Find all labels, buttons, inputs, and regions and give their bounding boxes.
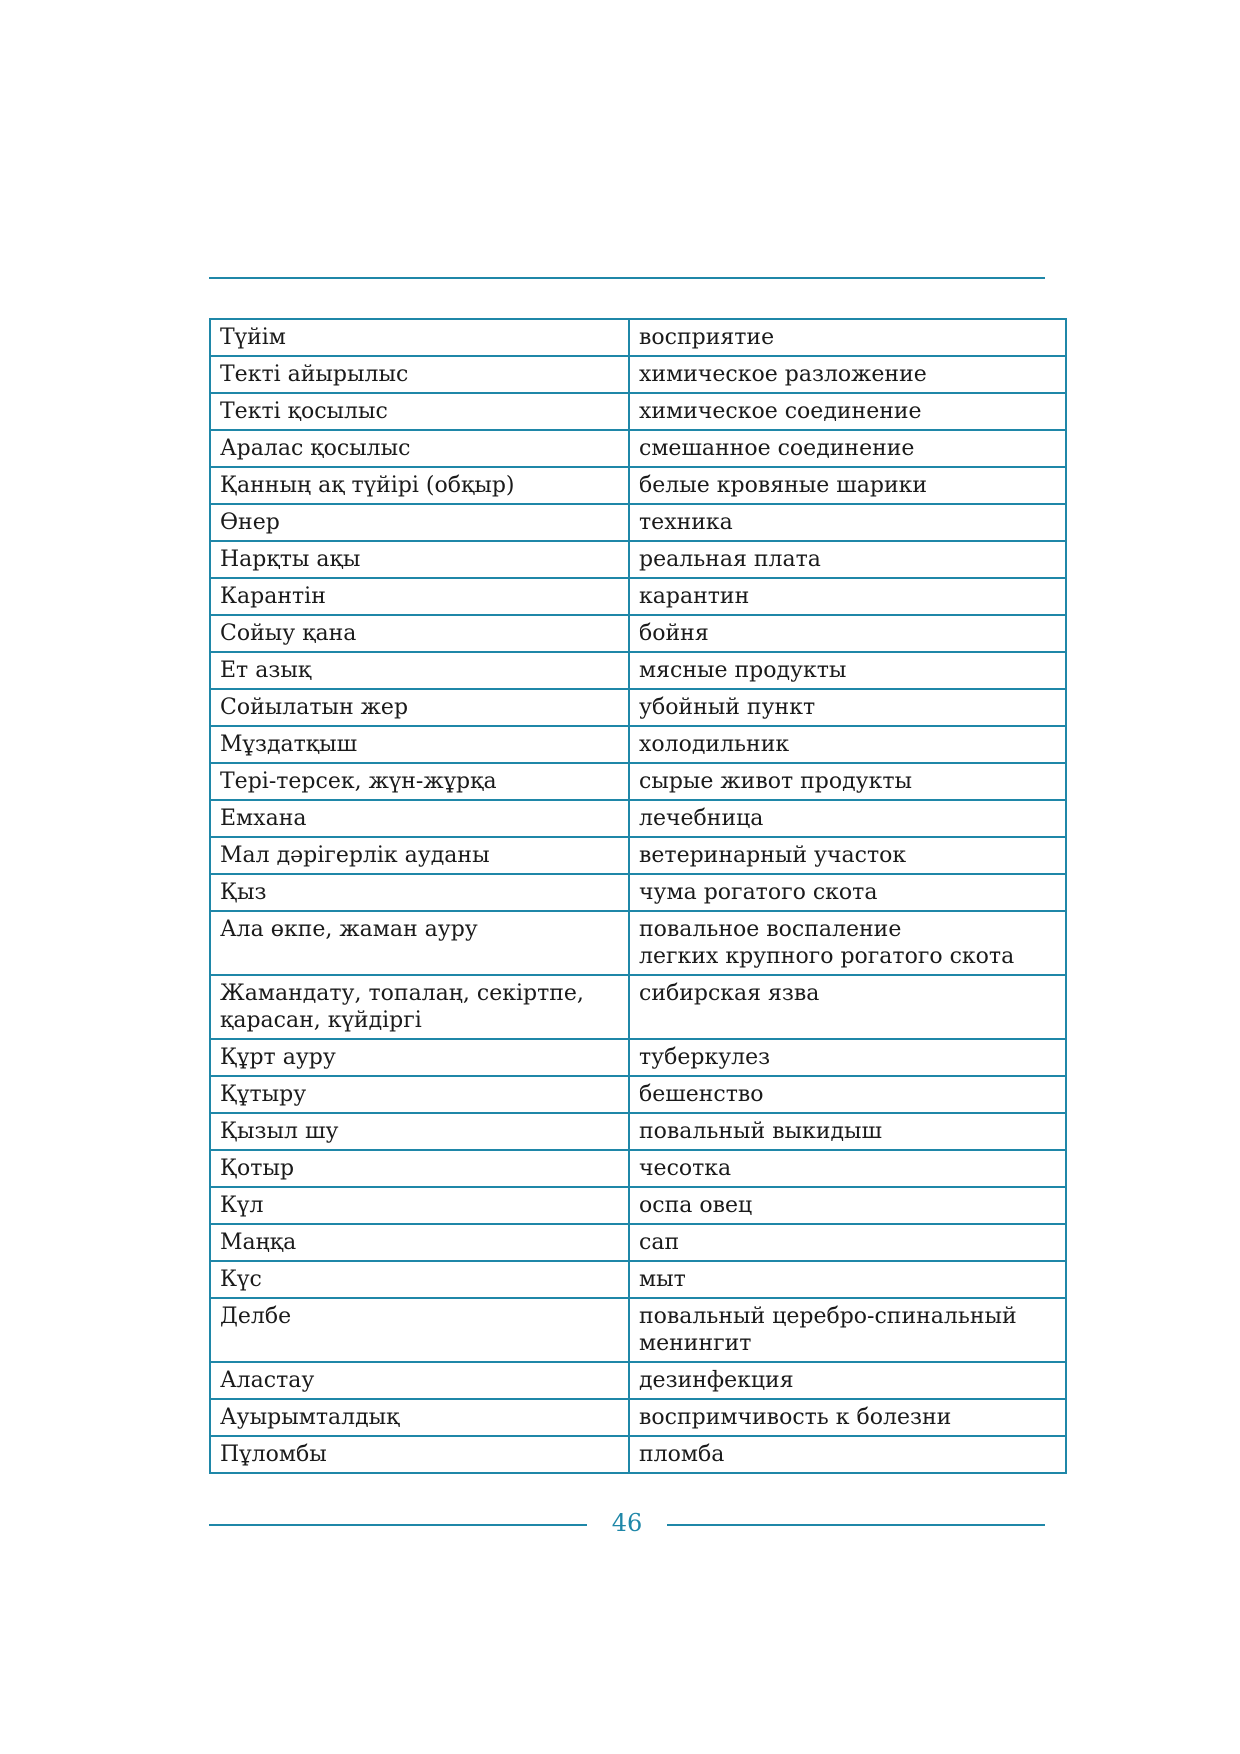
kazakh-term-cell [210,319,629,356]
russian-term: смешанное соединение [639,436,915,461]
table-row [210,393,1066,430]
russian-term-cell [629,1399,1066,1436]
russian-term-cell [629,1362,1066,1399]
russian-term-cell [629,504,1066,541]
russian-term-cell [629,1436,1066,1473]
kazakh-term-cell [210,578,629,615]
kazakh-term-cell [210,1076,629,1113]
russian-term-cell [629,975,1066,1039]
page-number: 46 [611,1509,643,1537]
russian-term: пломба [639,1442,725,1467]
kazakh-term: Өнер [220,510,280,535]
kazakh-term-cell [210,615,629,652]
russian-term: химическое соединение [639,399,922,424]
kazakh-term: Ала өкпе, жаман ауру [220,917,478,942]
russian-term: лечебница [639,806,764,831]
russian-term: воспримчивость к болезни [639,1405,952,1430]
russian-term: мыт [639,1267,686,1292]
table-row [210,689,1066,726]
russian-term-cell [629,726,1066,763]
russian-term-cell [629,393,1066,430]
kazakh-term: Сойыу қана [220,621,357,646]
russian-term: убойный пункт [639,695,816,720]
kazakh-term: Аластау [220,1368,315,1393]
kazakh-term: Түйім [220,325,286,350]
table-row [210,1436,1066,1473]
kazakh-term: Қотыр [220,1156,295,1181]
kazakh-term-cell [210,726,629,763]
table-row [210,837,1066,874]
kazakh-term-cell [210,393,629,430]
table-row [210,1298,1066,1362]
russian-term-cell [629,1113,1066,1150]
table-row [210,1399,1066,1436]
table-row [210,356,1066,393]
russian-term-cell [629,763,1066,800]
page-footer [209,1505,1045,1545]
russian-term-cell [629,467,1066,504]
russian-term: повальный выкидыш [639,1119,883,1144]
russian-term: восприятие [639,325,775,350]
russian-term: реальная плата [639,547,821,572]
kazakh-term: Емхана [220,806,307,831]
russian-term-cell [629,541,1066,578]
russian-term: чесотка [639,1156,732,1181]
kazakh-term-cell [210,1187,629,1224]
kazakh-term-cell [210,356,629,393]
kazakh-term-cell [210,430,629,467]
kazakh-term: Текті айырылыс [220,362,409,387]
table-row [210,504,1066,541]
kazakh-term-cell [210,911,629,975]
kazakh-term: Ет азық [220,658,312,683]
kazakh-term: Қызыл шу [220,1119,339,1144]
kazakh-term: Текті қосылыс [220,399,388,424]
kazakh-term: Карантін [220,584,326,609]
kazakh-term-cell [210,652,629,689]
kazakh-term: Мұздатқыш [220,732,358,757]
russian-term-cell [629,578,1066,615]
table-row [210,1187,1066,1224]
kazakh-term-cell [210,837,629,874]
russian-term: повальный церебро-спинальный менингит [639,1304,1017,1356]
russian-term: дезинфекция [639,1368,794,1393]
kazakh-term-cell [210,1150,629,1187]
russian-term: чума рогатого скота [639,880,878,905]
kazakh-term-cell [210,1039,629,1076]
russian-term-cell [629,615,1066,652]
russian-term-cell [629,1187,1066,1224]
kazakh-term-cell [210,975,629,1039]
table-row [210,1076,1066,1113]
russian-term: бешенство [639,1082,764,1107]
kazakh-term: Аралас қосылыс [220,436,411,461]
kazakh-term: Күс [220,1267,262,1292]
russian-term: сап [639,1230,680,1255]
russian-term: оспа овец [639,1193,753,1218]
russian-term: мясные продукты [639,658,847,683]
kazakh-term: Құрт ауру [220,1045,336,1070]
kazakh-term-cell [210,800,629,837]
russian-term-cell [629,1150,1066,1187]
russian-term-cell [629,874,1066,911]
glossary-table [209,318,1067,1474]
table-row [210,652,1066,689]
russian-term: техника [639,510,733,535]
kazakh-term: Ауырымталдық [220,1405,400,1430]
kazakh-term: Қыз [220,880,267,905]
footer-rule-right [667,1524,1045,1526]
kazakh-term: Пұломбы [220,1442,327,1467]
glossary-body [210,319,1066,1473]
table-row [210,1113,1066,1150]
table-row [210,726,1066,763]
russian-term: повальное воспаление легких крупного рогатого скота [639,917,1015,969]
kazakh-term: Қанның ақ түйірі (обқыр) [220,473,515,498]
kazakh-term: Нарқты ақы [220,547,361,572]
kazakh-term-cell [210,1436,629,1473]
kazakh-term-cell [210,541,629,578]
kazakh-term: Сойылатын жер [220,695,409,720]
table-row [210,874,1066,911]
russian-term-cell [629,652,1066,689]
kazakh-term-cell [210,504,629,541]
russian-term: бойня [639,621,709,646]
kazakh-term-cell [210,874,629,911]
table-row [210,763,1066,800]
russian-term-cell [629,1261,1066,1298]
kazakh-term: Делбе [220,1304,292,1329]
kazakh-term-cell [210,1113,629,1150]
kazakh-term-cell [210,1298,629,1362]
russian-term: туберкулез [639,1045,771,1070]
table-row [210,975,1066,1039]
kazakh-term-cell [210,1362,629,1399]
kazakh-term: Күл [220,1193,264,1218]
table-row [210,1362,1066,1399]
header-rule [209,277,1045,279]
russian-term-cell [629,1076,1066,1113]
russian-term-cell [629,319,1066,356]
kazakh-term: Жамандату, топалаң, секіртпе, қарасан, күйдіргі [220,981,584,1033]
kazakh-term-cell [210,1224,629,1261]
russian-term: карантин [639,584,750,609]
table-row [210,430,1066,467]
russian-term-cell [629,689,1066,726]
table-row [210,1261,1066,1298]
russian-term-cell [629,911,1066,975]
russian-term: холодильник [639,732,790,757]
russian-term-cell [629,1298,1066,1362]
kazakh-term: Мал дәрігерлік ауданы [220,843,490,868]
table-row [210,578,1066,615]
russian-term: химическое разложение [639,362,927,387]
russian-term-cell [629,1224,1066,1261]
russian-term: сибирская язва [639,981,820,1006]
table-row [210,467,1066,504]
kazakh-term: Тері-терсек, жүн-жұрқа [220,769,497,794]
kazakh-term: Маңқа [220,1230,297,1255]
kazakh-term: Құтыру [220,1082,307,1107]
kazakh-term-cell [210,1399,629,1436]
footer-rule-left [209,1524,587,1526]
russian-term-cell [629,800,1066,837]
russian-term: белые кровяные шарики [639,473,928,498]
russian-term-cell [629,1039,1066,1076]
kazakh-term-cell [210,467,629,504]
kazakh-term-cell [210,763,629,800]
table-row [210,1039,1066,1076]
table-row [210,911,1066,975]
russian-term: ветеринарный участок [639,843,907,868]
russian-term: сырые живот продукты [639,769,913,794]
russian-term-cell [629,356,1066,393]
russian-term-cell [629,430,1066,467]
table-row [210,800,1066,837]
table-row [210,541,1066,578]
table-row [210,1150,1066,1187]
kazakh-term-cell [210,1261,629,1298]
table-row [210,615,1066,652]
kazakh-term-cell [210,689,629,726]
table-row [210,1224,1066,1261]
russian-term-cell [629,837,1066,874]
table-row [210,319,1066,356]
